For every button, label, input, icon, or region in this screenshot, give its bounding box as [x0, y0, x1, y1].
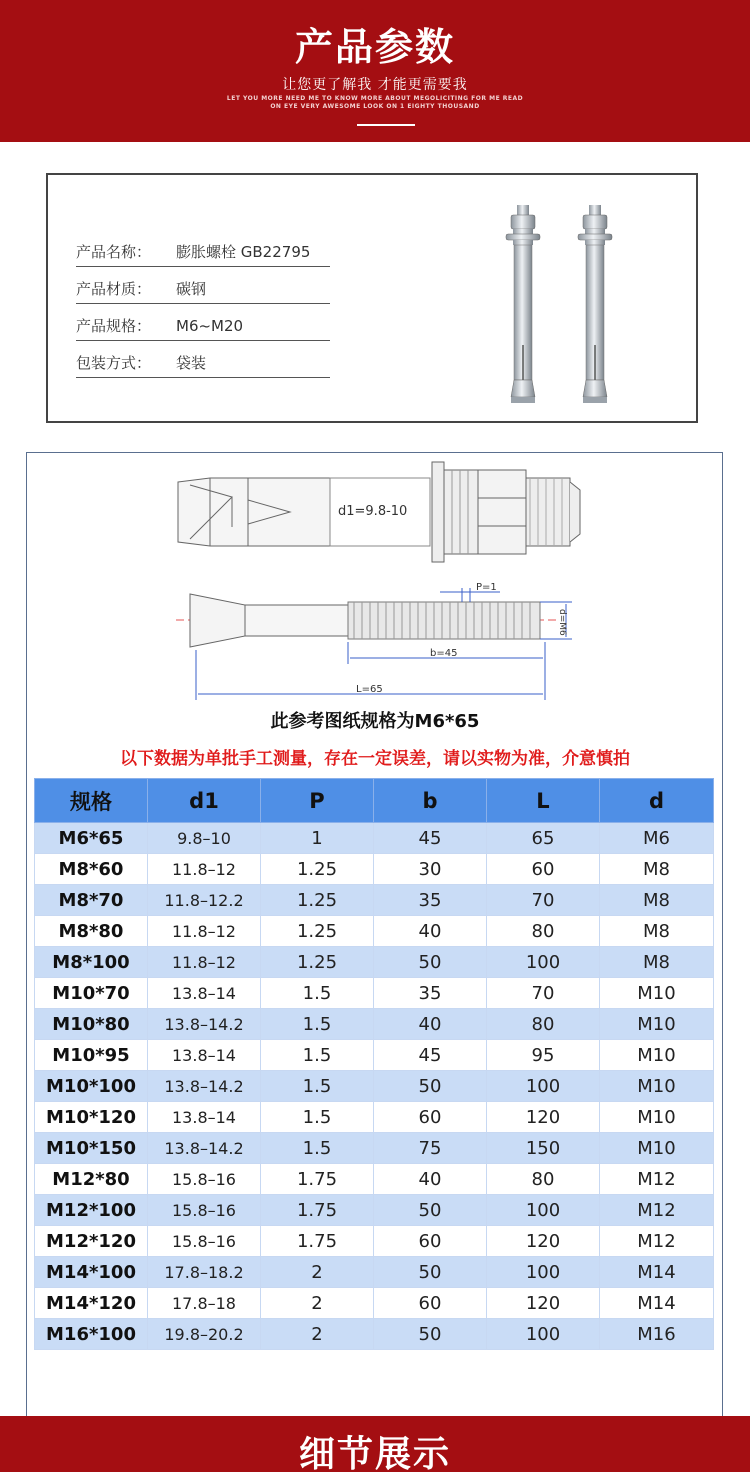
- table-cell: 1.5: [261, 1102, 374, 1133]
- column-header: L: [487, 779, 600, 823]
- table-cell: 13.8–14.2: [148, 1071, 261, 1102]
- table-cell: M10*70: [35, 978, 148, 1009]
- table-cell: M10: [600, 1102, 714, 1133]
- column-header: P: [261, 779, 374, 823]
- table-header-row: [35, 779, 714, 823]
- column-header: b: [374, 779, 487, 823]
- table-cell: M10: [600, 1133, 714, 1164]
- table-cell: M6: [600, 823, 714, 854]
- info-value: 袋装: [176, 354, 207, 372]
- table-cell: 1.5: [261, 1071, 374, 1102]
- table-cell: M6*65: [35, 823, 148, 854]
- header-english-line2: ON EYE VERY AWESOME LOOK ON 1 EIGHTY THOUSAND: [270, 103, 480, 110]
- table-row: [35, 916, 714, 947]
- table-cell: M10: [600, 1009, 714, 1040]
- table-cell: 15.8–16: [148, 1226, 261, 1257]
- table-cell: 50: [374, 947, 487, 978]
- table-cell: 13.8–14: [148, 1040, 261, 1071]
- table-cell: 60: [374, 1226, 487, 1257]
- table-cell: 40: [374, 1009, 487, 1040]
- table-cell: 40: [374, 916, 487, 947]
- table-cell: 13.8–14: [148, 978, 261, 1009]
- table-row: [35, 1226, 714, 1257]
- table-cell: M8*70: [35, 885, 148, 916]
- table-cell: M10*95: [35, 1040, 148, 1071]
- table-cell: M14: [600, 1257, 714, 1288]
- info-label: 产品材质：: [76, 280, 152, 298]
- table-cell: M10*150: [35, 1133, 148, 1164]
- table-cell: 17.8–18.2: [148, 1257, 261, 1288]
- table-cell: 17.8–18: [148, 1288, 261, 1319]
- table-cell: 45: [374, 1040, 487, 1071]
- table-cell: 80: [487, 1164, 600, 1195]
- table-cell: 120: [487, 1102, 600, 1133]
- table-cell: 9.8–10: [148, 823, 261, 854]
- table-cell: 11.8–12: [148, 947, 261, 978]
- info-value: 膨胀螺栓 GB22795: [176, 243, 311, 261]
- table-cell: 1: [261, 823, 374, 854]
- table-cell: 1.75: [261, 1195, 374, 1226]
- table-row: [35, 823, 714, 854]
- table-cell: 2: [261, 1319, 374, 1350]
- table-cell: M10*120: [35, 1102, 148, 1133]
- table-cell: 120: [487, 1226, 600, 1257]
- table-cell: 80: [487, 916, 600, 947]
- table-row: [35, 947, 714, 978]
- d-label: d=M6: [557, 609, 567, 636]
- table-cell: 100: [487, 947, 600, 978]
- table-cell: 95: [487, 1040, 600, 1071]
- info-value: M6~M20: [176, 317, 244, 335]
- table-row: [35, 1009, 714, 1040]
- info-label: 产品规格：: [76, 317, 152, 335]
- table-cell: M8*100: [35, 947, 148, 978]
- table-cell: 50: [374, 1195, 487, 1226]
- table-cell: M14: [600, 1288, 714, 1319]
- p-label: P=1: [476, 582, 497, 593]
- table-cell: 1.5: [261, 1009, 374, 1040]
- table-cell: 30: [374, 854, 487, 885]
- header-english-line1: LET YOU MORE NEED ME TO KNOW MORE ABOUT MEGOLICITING FOR ME READ: [226, 95, 524, 102]
- table-cell: 1.5: [261, 1040, 374, 1071]
- table-cell: M16*100: [35, 1319, 148, 1350]
- table-cell: M12: [600, 1164, 714, 1195]
- table-cell: M8*80: [35, 916, 148, 947]
- column-header: 规格: [35, 779, 148, 823]
- table-cell: M12: [600, 1195, 714, 1226]
- table-row: [35, 1195, 714, 1226]
- table-cell: 100: [487, 1257, 600, 1288]
- table-cell: 70: [487, 978, 600, 1009]
- table-cell: 15.8–16: [148, 1164, 261, 1195]
- table-cell: 11.8–12.2: [148, 885, 261, 916]
- info-value: 碳钢: [176, 280, 207, 298]
- spec-table-body: [35, 823, 714, 1350]
- table-cell: 60: [374, 1288, 487, 1319]
- table-cell: 1.25: [261, 916, 374, 947]
- info-label: 包装方式：: [76, 354, 152, 372]
- table-cell: 1.75: [261, 1164, 374, 1195]
- table-cell: M8: [600, 885, 714, 916]
- table-cell: M8: [600, 916, 714, 947]
- table-cell: 35: [374, 885, 487, 916]
- table-cell: 2: [261, 1288, 374, 1319]
- d1-label: d1=9.8-10: [338, 504, 408, 519]
- table-row: [35, 978, 714, 1009]
- table-cell: M12: [600, 1226, 714, 1257]
- table-cell: 11.8–12: [148, 916, 261, 947]
- table-cell: 1.25: [261, 885, 374, 916]
- table-cell: 1.5: [261, 978, 374, 1009]
- table-cell: 11.8–12: [148, 854, 261, 885]
- table-cell: M8: [600, 947, 714, 978]
- table-cell: 50: [374, 1319, 487, 1350]
- b-label: b=45: [430, 648, 458, 659]
- measurement-notice: 以下数据为单批手工测量，存在一定误差，请以实物为准，介意慎拍: [120, 749, 630, 769]
- table-cell: 80: [487, 1009, 600, 1040]
- table-row: [35, 1319, 714, 1350]
- table-row: [35, 1288, 714, 1319]
- table-cell: M8*60: [35, 854, 148, 885]
- table-cell: 150: [487, 1133, 600, 1164]
- table-cell: 1.5: [261, 1133, 374, 1164]
- table-cell: M14*100: [35, 1257, 148, 1288]
- table-cell: 70: [487, 885, 600, 916]
- table-cell: 13.8–14.2: [148, 1009, 261, 1040]
- header-subtitle: 让您更了解我 才能更需要我: [282, 77, 468, 93]
- table-row: [35, 1040, 714, 1071]
- table-cell: 35: [374, 978, 487, 1009]
- spec-table: [34, 778, 714, 1350]
- table-cell: M16: [600, 1319, 714, 1350]
- table-cell: 50: [374, 1071, 487, 1102]
- table-cell: 1.75: [261, 1226, 374, 1257]
- table-cell: M10*100: [35, 1071, 148, 1102]
- table-cell: M10*80: [35, 1009, 148, 1040]
- table-cell: 13.8–14: [148, 1102, 261, 1133]
- table-cell: M10: [600, 1071, 714, 1102]
- info-label: 产品名称：: [76, 243, 152, 261]
- table-cell: M8: [600, 854, 714, 885]
- table-cell: 15.8–16: [148, 1195, 261, 1226]
- table-cell: 60: [487, 854, 600, 885]
- table-cell: M12*80: [35, 1164, 148, 1195]
- table-cell: 100: [487, 1071, 600, 1102]
- table-cell: 40: [374, 1164, 487, 1195]
- column-header: d1: [148, 779, 261, 823]
- table-row: [35, 885, 714, 916]
- drawing-caption: 此参考图纸规格为M6*65: [270, 711, 480, 732]
- column-header: d: [600, 779, 714, 823]
- table-cell: M12*120: [35, 1226, 148, 1257]
- table-cell: 1.25: [261, 947, 374, 978]
- table-row: [35, 854, 714, 885]
- table-cell: 100: [487, 1195, 600, 1226]
- l-label: L=65: [356, 684, 383, 695]
- table-cell: 2: [261, 1257, 374, 1288]
- table-cell: 65: [487, 823, 600, 854]
- table-cell: 13.8–14.2: [148, 1133, 261, 1164]
- table-cell: 120: [487, 1288, 600, 1319]
- table-cell: 45: [374, 823, 487, 854]
- table-row: [35, 1133, 714, 1164]
- table-row: [35, 1257, 714, 1288]
- header-title: 产品参数: [294, 25, 455, 69]
- table-cell: 50: [374, 1257, 487, 1288]
- table-cell: 60: [374, 1102, 487, 1133]
- table-cell: 19.8–20.2: [148, 1319, 261, 1350]
- table-cell: M14*120: [35, 1288, 148, 1319]
- table-row: [35, 1164, 714, 1195]
- table-cell: 1.25: [261, 854, 374, 885]
- table-cell: M12*100: [35, 1195, 148, 1226]
- table-cell: M10: [600, 978, 714, 1009]
- table-cell: 75: [374, 1133, 487, 1164]
- footer-title: 细节展示: [298, 1434, 451, 1472]
- table-row: [35, 1102, 714, 1133]
- table-cell: 100: [487, 1319, 600, 1350]
- table-cell: M10: [600, 1040, 714, 1071]
- table-row: [35, 1071, 714, 1102]
